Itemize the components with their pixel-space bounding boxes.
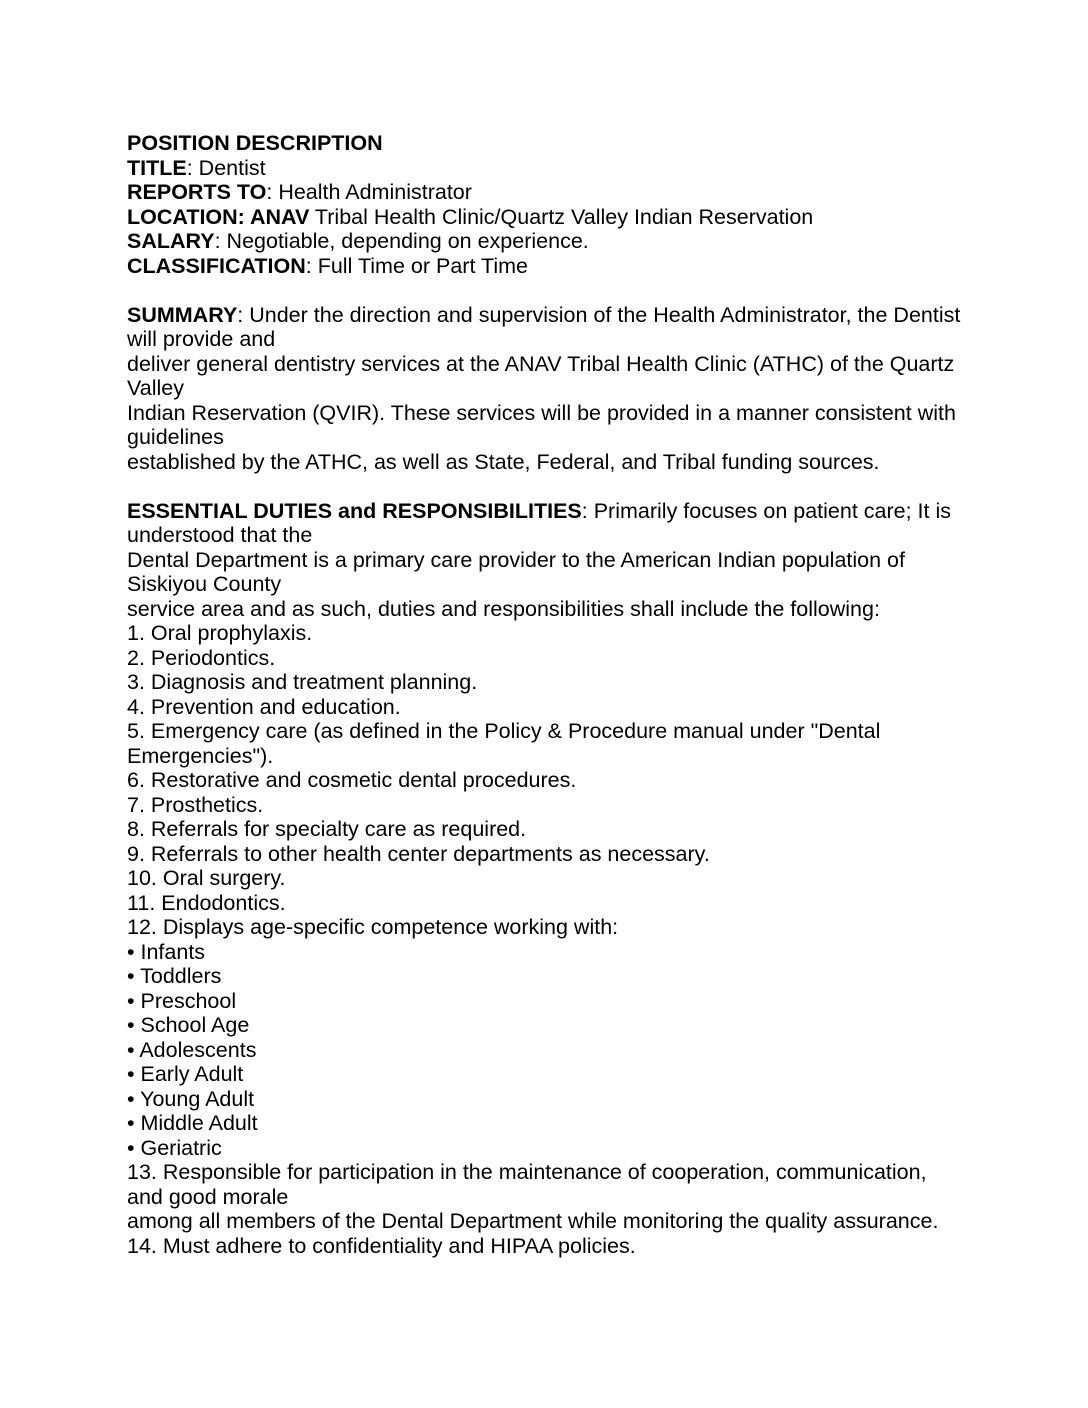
document-line — [127, 1185, 972, 1210]
body-text: service area and as such, duties and responsibilities shall include the following: — [127, 596, 880, 621]
body-text: 3. Diagnosis and treatment planning. — [127, 670, 478, 694]
body-text: Valley — [127, 376, 184, 400]
document-line — [127, 621, 972, 646]
body-text: Indian Reservation (QVIR). These services will be provided in a manner consistent with — [127, 400, 956, 425]
bold-text: SUMMARY — [127, 302, 238, 327]
document-line — [127, 695, 972, 720]
document-line — [127, 866, 972, 891]
body-text: : Primarily focuses on patient care; It is — [581, 498, 951, 523]
document-line — [127, 940, 972, 965]
document-line — [127, 401, 972, 426]
body-text: 9. Referrals to other health center departments as necessary. — [127, 841, 710, 866]
document-line — [127, 352, 972, 377]
document-line — [127, 1136, 972, 1161]
document-line — [127, 254, 972, 279]
body-text: • Early Adult — [127, 1062, 244, 1086]
document-line — [127, 817, 972, 842]
document-line — [127, 1087, 972, 1112]
body-text: • Middle Adult — [127, 1111, 258, 1135]
body-text: 5. Emergency care (as defined in the Policy & Procedure manual under "Dental — [127, 719, 881, 743]
document-line — [127, 131, 972, 156]
document-line — [127, 793, 972, 818]
bold-text: REPORTS TO — [127, 180, 267, 204]
document-line — [127, 719, 972, 744]
body-text: Tribal Health Clinic/Quartz Valley Indian Reservation — [309, 204, 814, 229]
body-text: • Adolescents — [127, 1037, 257, 1062]
blank-line — [127, 278, 972, 303]
body-text: and good morale — [127, 1184, 289, 1209]
document-line — [127, 915, 972, 940]
body-text: will provide and — [127, 327, 276, 351]
body-text: established by the ATHC, as well as State, Federal, and Tribal funding sources. — [127, 449, 880, 474]
document-line — [127, 597, 972, 622]
document-line — [127, 548, 972, 573]
blank-line — [127, 474, 972, 499]
body-text: deliver general dentistry services at the ANAV Tribal Health Clinic (ATHC) of the Quartz — [127, 351, 955, 376]
body-text: : Negotiable, depending on experience. — [214, 229, 589, 253]
body-text: among all members of the Dental Department while monitoring the quality assurance. — [127, 1209, 939, 1233]
bold-text: CLASSIFICATION — [127, 253, 306, 278]
body-text: 2. Periodontics. — [127, 645, 276, 670]
document-line — [127, 1160, 972, 1185]
body-text: Siskiyou County — [127, 572, 282, 596]
document-line — [127, 989, 972, 1014]
bold-text: SALARY — [127, 229, 215, 253]
document-line — [127, 1234, 972, 1259]
body-text: 1. Oral prophylaxis. — [127, 621, 313, 645]
document-line — [127, 1038, 972, 1063]
document-line — [127, 768, 972, 793]
body-text: • Geriatric — [127, 1135, 222, 1160]
document-line — [127, 450, 972, 475]
document-line — [127, 842, 972, 867]
body-text: : Full Time or Part Time — [305, 253, 528, 278]
document-line — [127, 229, 972, 254]
bold-text: ESSENTIAL DUTIES and RESPONSIBILITIES — [127, 498, 582, 523]
document-line — [127, 376, 972, 401]
body-text: understood that the — [127, 523, 313, 547]
body-text: • School Age — [127, 1013, 250, 1037]
body-text: 6. Restorative and cosmetic dental procedures. — [127, 768, 577, 792]
body-text: • Preschool — [127, 988, 237, 1013]
document-line — [127, 572, 972, 597]
body-text: Emergencies"). — [127, 743, 274, 768]
bold-text: TITLE — [127, 155, 187, 180]
body-text: • Infants — [127, 939, 206, 964]
document-line — [127, 891, 972, 916]
document-line — [127, 425, 972, 450]
document-line — [127, 964, 972, 989]
document-line — [127, 646, 972, 671]
body-text: 4. Prevention and education. — [127, 694, 401, 719]
body-text: guidelines — [127, 425, 224, 449]
bold-text: POSITION DESCRIPTION — [127, 131, 383, 155]
body-text: • Toddlers — [127, 964, 222, 988]
body-text: : Health Administrator — [266, 180, 472, 204]
document-body — [127, 131, 972, 1258]
body-text: 14. Must adhere to confidentiality and HIPAA policies. — [127, 1233, 636, 1258]
document-line — [127, 1111, 972, 1136]
body-text: 11. Endodontics. — [127, 890, 286, 915]
document-line — [127, 670, 972, 695]
document-line — [127, 1062, 972, 1087]
document-line — [127, 205, 972, 230]
document-line — [127, 744, 972, 769]
document-line — [127, 1209, 972, 1234]
body-text: 13. Responsible for participation in the maintenance of cooperation, communication, — [127, 1160, 927, 1184]
body-text: 12. Displays age-specific competence working with: — [127, 915, 619, 939]
body-text: Dental Department is a primary care provider to the American Indian population of — [127, 547, 905, 572]
body-text: • Young Adult — [127, 1086, 255, 1111]
document-line — [127, 499, 972, 524]
bold-text: LOCATION: ANAV — [127, 204, 310, 229]
document-line — [127, 327, 972, 352]
document-line — [127, 303, 972, 328]
document-line — [127, 156, 972, 181]
document-line — [127, 523, 972, 548]
document-line — [127, 1013, 972, 1038]
body-text: 10. Oral surgery. — [127, 866, 286, 890]
body-text: 8. Referrals for specialty care as required. — [127, 817, 527, 841]
document-line — [127, 180, 972, 205]
body-text: : Under the direction and supervision of the Health Administrator, the Dentist — [237, 302, 961, 327]
body-text: 7. Prosthetics. — [127, 792, 264, 817]
body-text: : Dentist — [186, 155, 266, 180]
